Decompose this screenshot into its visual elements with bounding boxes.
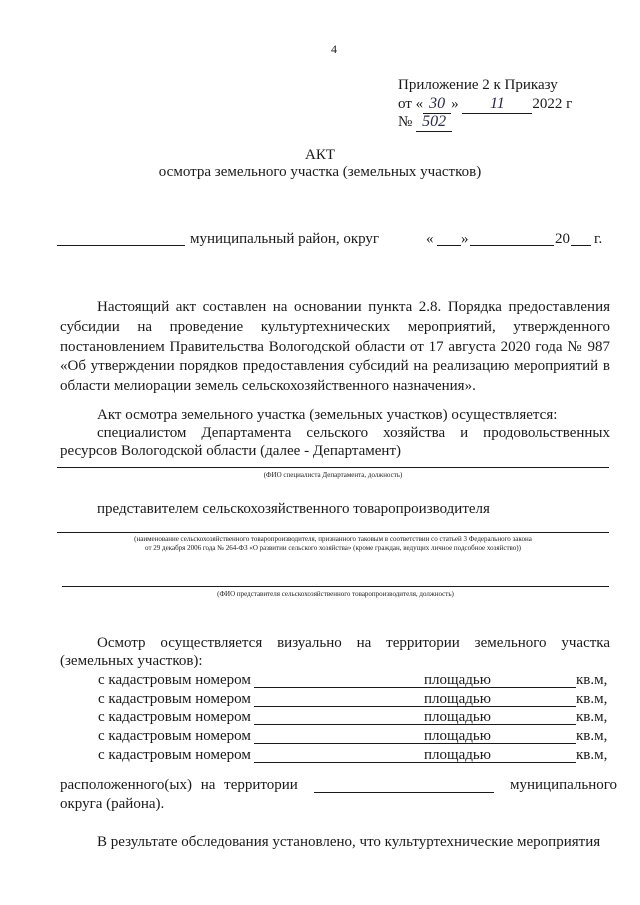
area-blank <box>494 724 576 725</box>
area-blank <box>494 743 576 744</box>
intro-line-1: Настоящий акт составлен на основании пункта 2.8. Порядка предоставления <box>97 299 610 315</box>
representative-caption: (ФИО представителя сельскохозяйственного товаропроизводителя, должность) <box>217 590 454 598</box>
location-right: муниципального <box>510 777 618 793</box>
inspection-line-3: ресурсов Вологодской области (далее - Департамент) <box>60 443 402 459</box>
location-line-2: округа (района). <box>60 796 165 812</box>
result-line: В результате обследования установлено, что культуртехнические мероприятия <box>97 834 601 850</box>
intro-line-5: области мелиорации земель сельскохозяйственного назначения». <box>60 378 476 394</box>
date-day-blank <box>437 245 461 246</box>
date-open-quote: « <box>426 231 434 247</box>
area-unit: кв.м, <box>576 728 608 744</box>
intro-line-2: субсидии на проведение культуртехнических мероприятий, утвержденного <box>60 319 610 335</box>
date-month-blank <box>470 245 554 246</box>
area-unit: кв.м, <box>576 672 608 688</box>
date-year-suffix: г. <box>594 231 603 247</box>
area-unit: кв.м, <box>576 747 608 763</box>
area-label: площадью <box>424 709 491 725</box>
producer-caption-2: от 29 декабря 2006 года № 264-ФЗ «О развитии сельского хозяйства» (кроме граждан, ведущих личное подсобное хозяйство)) <box>145 544 521 552</box>
producer-caption-1: (наименование сельскохозяйственного товаропроизводителя, признанного таковым в соответствии со статьей 3 Федерального закона <box>134 535 532 543</box>
producer-name-blank <box>57 532 609 533</box>
cadastral-row-4 <box>98 727 608 746</box>
cadastral-row-1 <box>98 671 608 690</box>
date-close-quote: » <box>461 231 469 247</box>
district-label: муниципальный район, округ <box>190 231 380 247</box>
appendix-date-line <box>398 94 572 114</box>
location-blank <box>314 792 494 793</box>
area-blank <box>494 706 576 707</box>
act-subtitle: осмотра земельного участка (земельных участков) <box>158 164 482 180</box>
specialist-caption: (ФИО специалиста Департамента, должность) <box>263 471 403 479</box>
representative-label: представителем сельскохозяйственного товаропроизводителя <box>97 501 490 517</box>
area-unit: кв.м, <box>576 709 608 725</box>
date-close: » <box>451 96 459 112</box>
visual-line-2: (земельных участков): <box>60 653 203 669</box>
visual-line-1: Осмотр осуществляется визуально на территории земельного участка <box>97 635 610 651</box>
month-handwritten: 11 <box>462 94 532 114</box>
date-year-blank <box>571 245 591 246</box>
area-label: площадью <box>424 691 491 707</box>
cadastral-label: с кадастровым номером <box>98 728 251 744</box>
intro-line-4: «Об утверждении порядков предоставления субсидий на реализацию мероприятий в <box>60 358 610 374</box>
inspection-line-1: Акт осмотра земельного участка (земельных участков) осуществляется: <box>97 407 558 423</box>
inspection-line-2: специалистом Департамента сельского хозяйства и продовольственных <box>97 425 610 441</box>
area-label: площадью <box>424 728 491 744</box>
specialist-fio-blank <box>57 467 609 468</box>
appendix-title: Приложение 2 к Приказу <box>398 77 558 93</box>
representative-fio-blank <box>62 586 609 587</box>
date-century: 20 <box>555 231 570 247</box>
area-unit: кв.м, <box>576 691 608 707</box>
cadastral-label: с кадастровым номером <box>98 672 251 688</box>
appendix-number-line <box>398 112 452 132</box>
area-blank <box>494 762 576 763</box>
location-left: расположенного(ых) на территории <box>60 777 298 793</box>
cadastral-label: с кадастровым номером <box>98 709 251 725</box>
day-handwritten: 30 <box>423 94 451 114</box>
cadastral-label: с кадастровым номером <box>98 747 251 763</box>
district-blank <box>57 245 185 246</box>
cadastral-row-3 <box>98 708 608 727</box>
cadastral-row-5 <box>98 746 608 765</box>
cadastral-label: с кадастровым номером <box>98 691 251 707</box>
page-number: 4 <box>331 42 337 56</box>
date-prefix: от « <box>398 96 424 112</box>
intro-line-3: постановлением Правительства Вологодской области от 17 августа 2020 года № 987 <box>60 339 610 355</box>
area-blank <box>494 687 576 688</box>
cadastral-row-2 <box>98 690 608 709</box>
year: 2022 г <box>532 96 573 112</box>
act-title: АКТ <box>305 147 335 163</box>
number-handwritten: 502 <box>416 112 452 132</box>
area-label: площадью <box>424 747 491 763</box>
number-sign: № <box>398 114 413 130</box>
area-label: площадью <box>424 672 491 688</box>
